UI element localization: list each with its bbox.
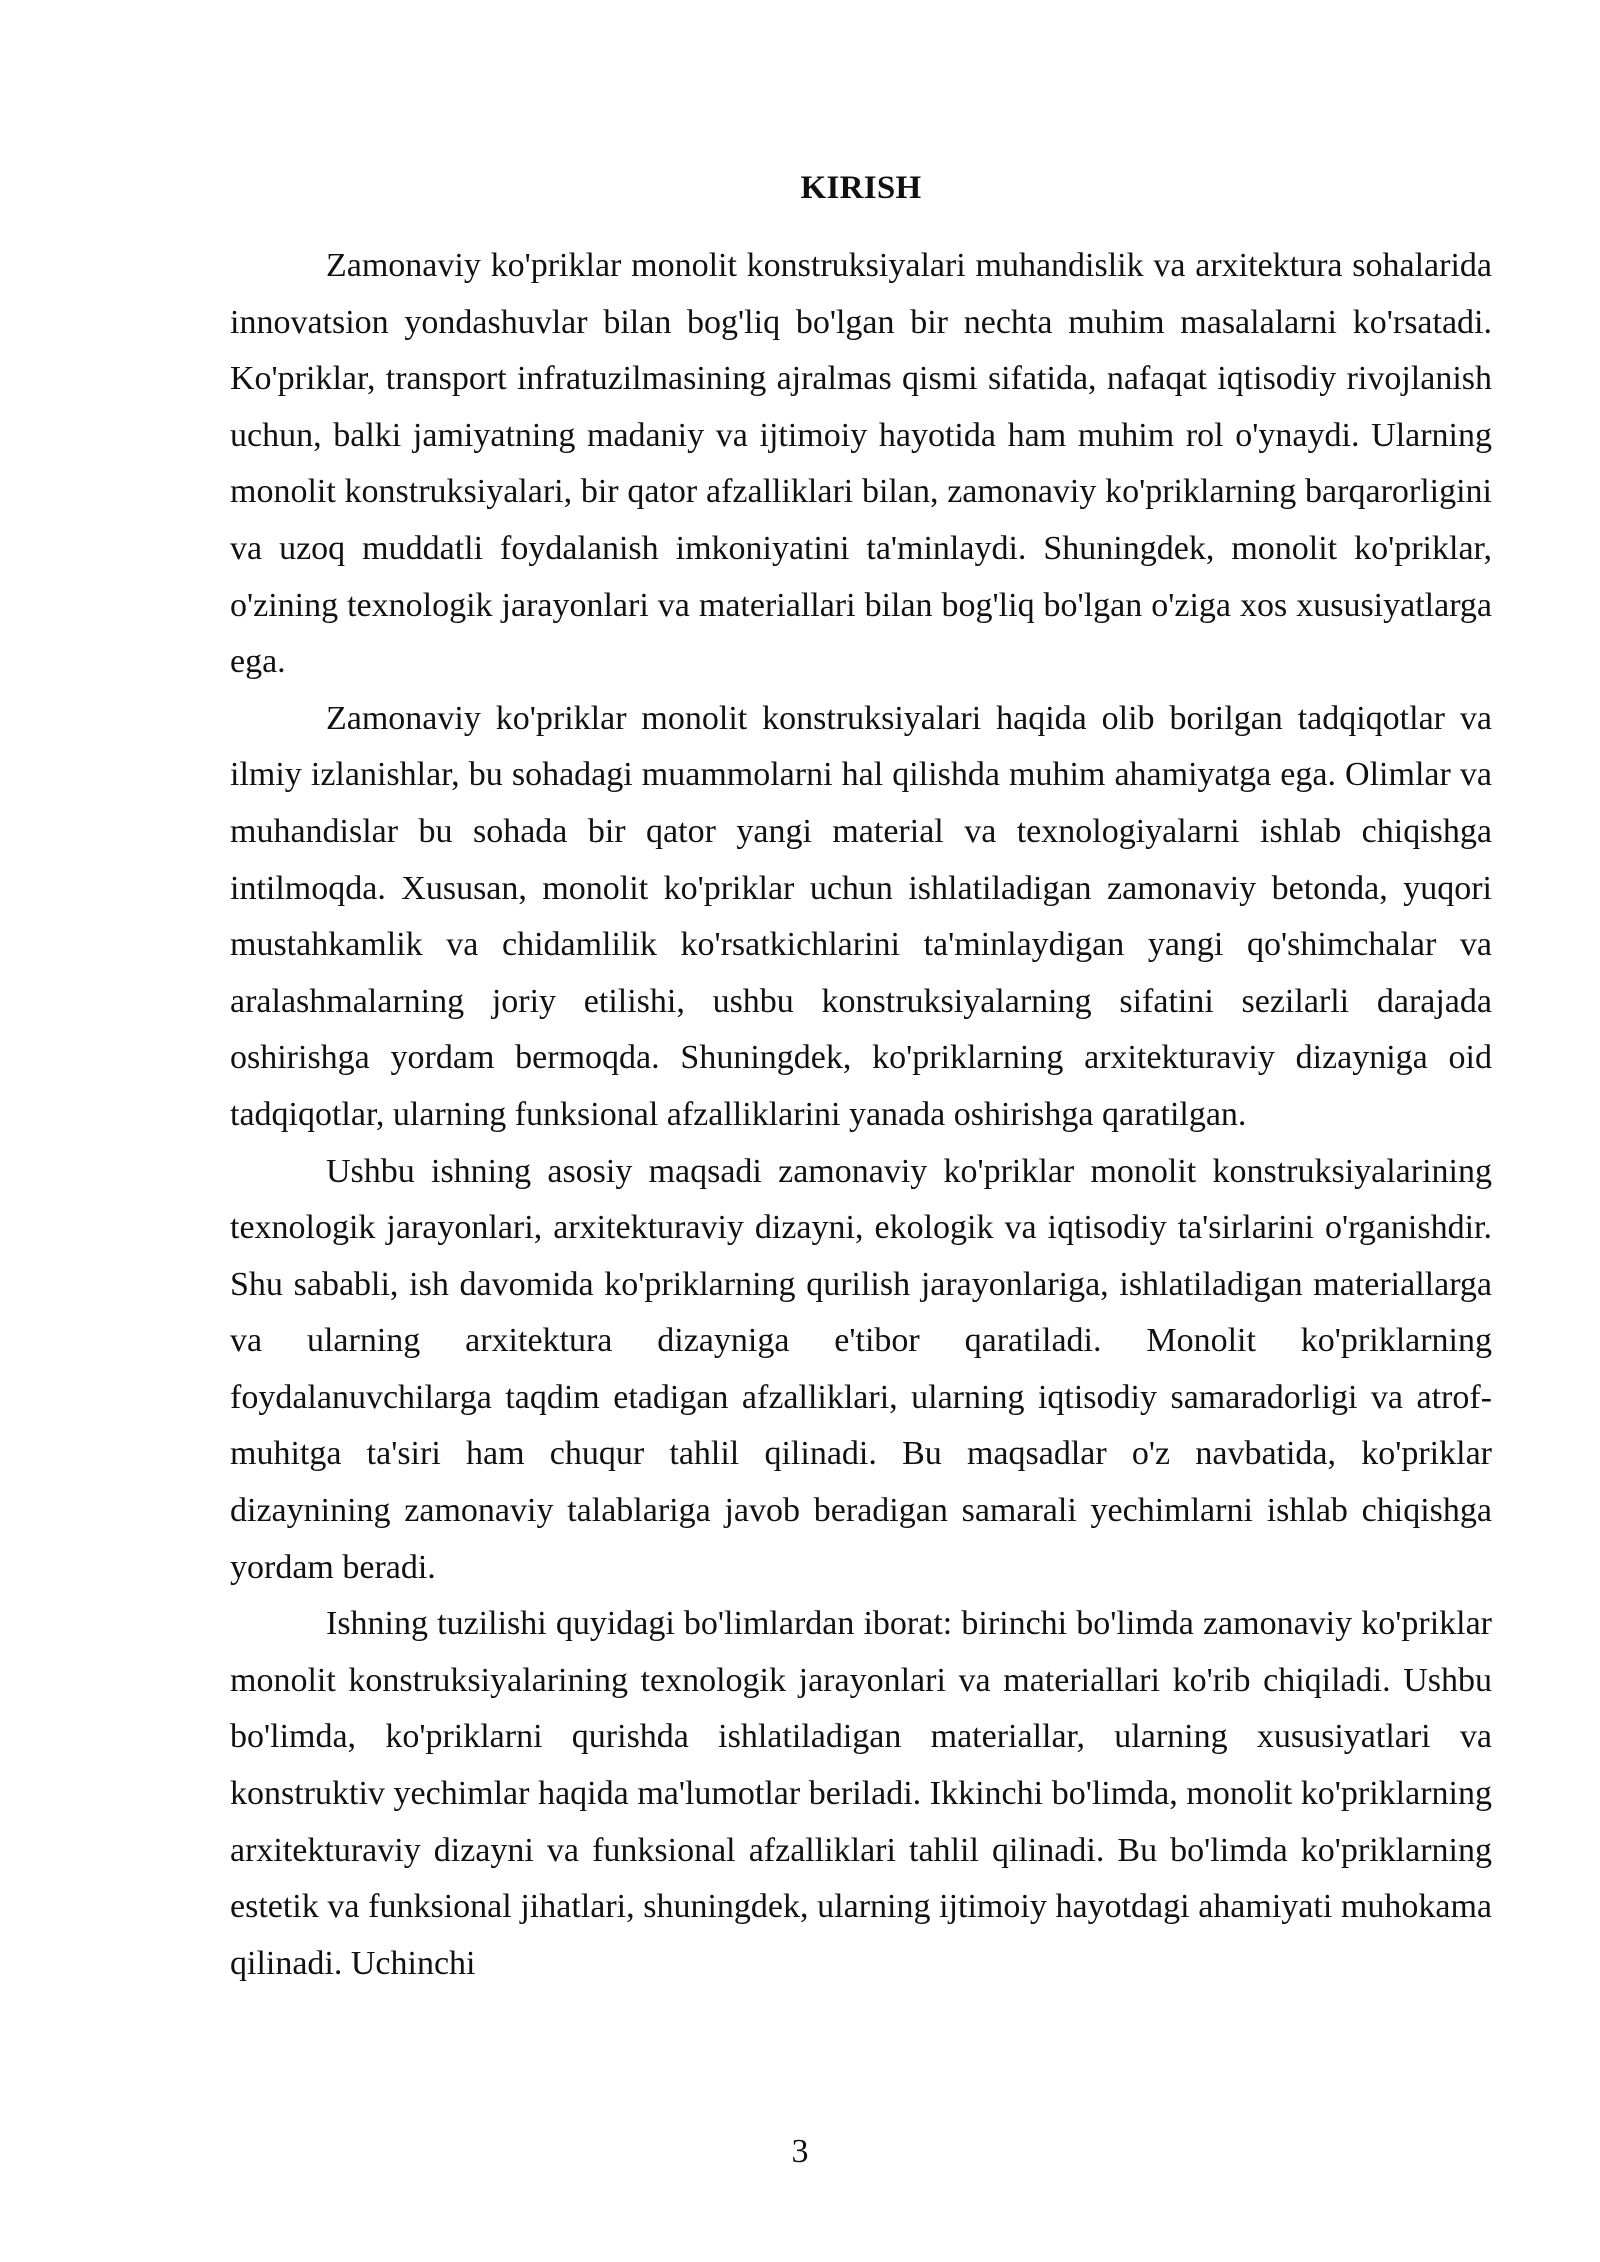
paragraph-2: Zamonaviy ko'priklar monolit konstruksiyalari haqida olib borilgan tadqiqotlar va ilmiy izlanishlar, bu sohadagi muammolarni hal qilishda muhim ahamiyatga ega. Olimlar va muhandislar bu sohada bir qator yangi material va texnologiyalarni ishlab chiqishga intilmoqda. Xususan, monolit ko'priklar uchun ishlatiladigan zamonaviy betonda, yuqori mustahkamlik va chidamlilik ko'rsatkichlarini ta'minlaydigan yangi qo'shimchalar va aralashmalarning joriy etilishi, ushbu konstruksiyalarning sifatini sezilarli darajada oshirishga yordam bermoqda. Shuningdek, ko'priklarning arxitekturaviy dizayniga oid tadqiqotlar, ularning funksional afzalliklarini yanada oshirishga qaratilgan. <box>230 699 1492 1133</box>
page-title: KIRISH <box>800 170 922 206</box>
paragraph-3: Ushbu ishning asosiy maqsadi zamonaviy ko'priklar monolit konstruksiyalarining texnologik jarayonlari, arxitekturaviy dizayni, ekologik va iqtisodiy ta'sirlarini o'rganishdir. Shu sababli, ish davomida ko'priklarning qurilish jarayonlariga, ishlatiladigan materiallarga va ularning arxitektura dizayniga e'tibor qaratiladi. Monolit ko'priklarning foydalanuvchilarga taqdim etadigan afzalliklari, ularning iqtisodiy samaradorligi va atrof-muhitga ta'siri ham chuqur tahlil qilinadi. Bu maqsadlar o'z navbatida, ko'priklar dizaynining zamonaviy talablariga javob beradigan samarali yechimlarni ishlab chiqishga yordam beradi. <box>230 1152 1492 1586</box>
paragraph-1: Zamonaviy ko'priklar monolit konstruksiyalari muhandislik va arxitektura sohalarida innovatsion yondashuvlar bilan bog'liq bo'lgan bir nechta muhim masalalarni ko'rsatadi. Ko'priklar, transport infratuzilmasining ajralmas qismi sifatida, nafaqat iqtisodiy rivojlanish uchun, balki jamiyatning madaniy va ijtimoiy hayotida ham muhim rol o'ynaydi. Ularning monolit konstruksiyalari, bir qator afzalliklari bilan, zamonaviy ko'priklarning barqarorligini va uzoq muddatli foydalanish imkoniyatini ta'minlaydi. Shuningdek, monolit ko'priklar, o'zining texnologik jarayonlari va materiallari bilan bog'liq bo'lgan o'ziga xos xususiyatlarga ega. <box>230 247 1492 681</box>
page-number: 3 <box>791 2133 809 2170</box>
paragraph-4: Ishning tuzilishi quyidagi bo'limlardan iborat: birinchi bo'limda zamonaviy ko'priklar monolit konstruksiyalarining texnologik jarayonlari va materiallari ko'rib chiqiladi. Ushbu bo'limda, ko'priklarni qurishda ishlatiladigan materiallar, ularning xususiyatlari va konstruktiv yechimlar haqida ma'lumotlar beriladi. Ikkinchi bo'limda, monolit ko'priklarning arxitekturaviy dizayni va funksional afzalliklari tahlil qilinadi. Bu bo'limda ko'priklarning estetik va funksional jihatlari, shuningdek, ularning ijtimoiy hayotdagi ahamiyati muhokama qilinadi. Uchinchi <box>230 1605 1492 1982</box>
page-content <box>230 160 1492 1992</box>
